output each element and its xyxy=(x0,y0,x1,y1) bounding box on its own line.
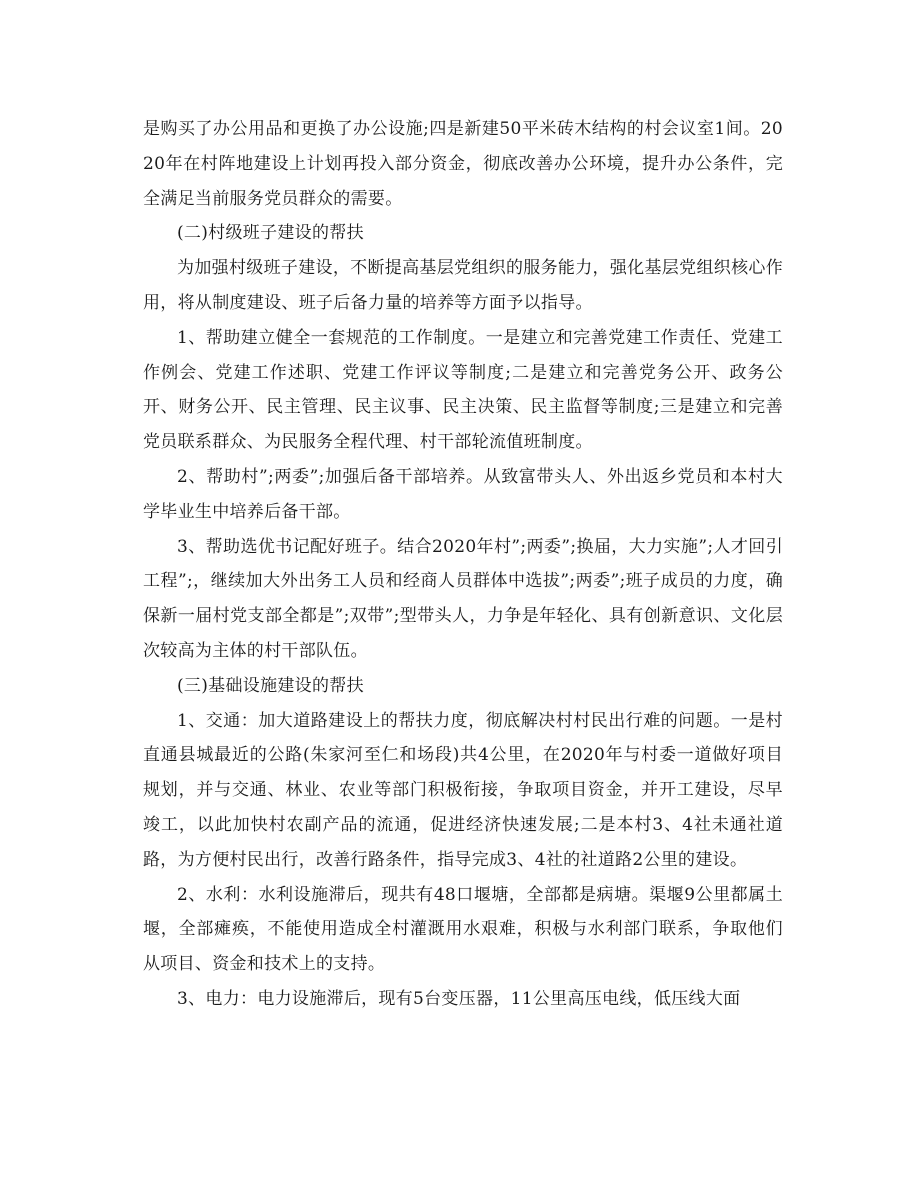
section-heading-village-team: (二)村级班子建设的帮扶 xyxy=(177,223,364,244)
paragraph-transport: 1、交通：加大道路建设上的帮扶力度，彻底解决村村民出行难的问题。一是村直通县城最近的公路(朱家河至仁和场段)共4公里，在2020年与村委一道做好项目规划，并与交通、林业、农业等部门积极衔接，争取项目资金，并开工建设，尽早竣工，以此加快村农副产品的流通，促进经济快速发展;二是本村3、4社未通社道路，为方便村民出行，改善行路条件，指导完成3、4社的社道路2公里的建设。 xyxy=(143,710,783,870)
paragraph-power: 3、电力：电力设施滞后，现有5台变压器，11公里高压电线，低压线大面 xyxy=(177,988,741,1009)
paragraph-continuation: 是购买了办公用品和更换了办公设施;四是新建50平米砖木结构的村会议室1间。2020年在村阵地建设上计划再投入部分资金，彻底改善办公环境，提升办公条件，完全满足当前服务党员群众的需要。 xyxy=(143,119,783,209)
paragraph-select-secretary: 3、帮助选优书记配好班子。结合2020年村”;两委”;换届，大力实施”;人才回引工程”;，继续加大外出务工人员和经商人员群体中选拔”;两委”;班子成员的力度，确保新一届村党支部全都是”;双带”;型带头人，力争是年轻化、具有创新意识、文化层次较高为主体的村干部队伍。 xyxy=(143,536,783,661)
document-body xyxy=(143,112,783,1017)
paragraph-reserve-cadres: 2、帮助村”;两委”;加强后备干部培养。从致富带头人、外出返乡党员和本村大学毕业生中培养后备干部。 xyxy=(143,466,783,522)
paragraph-water: 2、水利：水利设施滞后，现共有48口堰塘，全部都是病塘。渠堰9公里都属土堰，全部瘫痪，不能使用造成全村灌溉用水艰难，积极与水利部门联系，争取他们从项目、资金和技术上的支持。 xyxy=(143,884,783,975)
paragraph-team-intro: 为加强村级班子建设，不断提高基层党组织的服务能力，强化基层党组织核心作用，将从制度建设、班子后备力量的培养等方面予以指导。 xyxy=(143,258,783,313)
paragraph-work-system: 1、帮助建立健全一套规范的工作制度。一是建立和完善党建工作责任、党建工作例会、党建工作述职、党建工作评议等制度;二是建立和完善党务公开、政务公开、财务公开、民主管理、民主议事、民主决策、民主监督等制度;三是建立和完善党员联系群众、为民服务全程代理、村干部轮流值班制度。 xyxy=(143,327,783,453)
section-heading-infrastructure: (三)基础设施建设的帮扶 xyxy=(177,675,364,696)
